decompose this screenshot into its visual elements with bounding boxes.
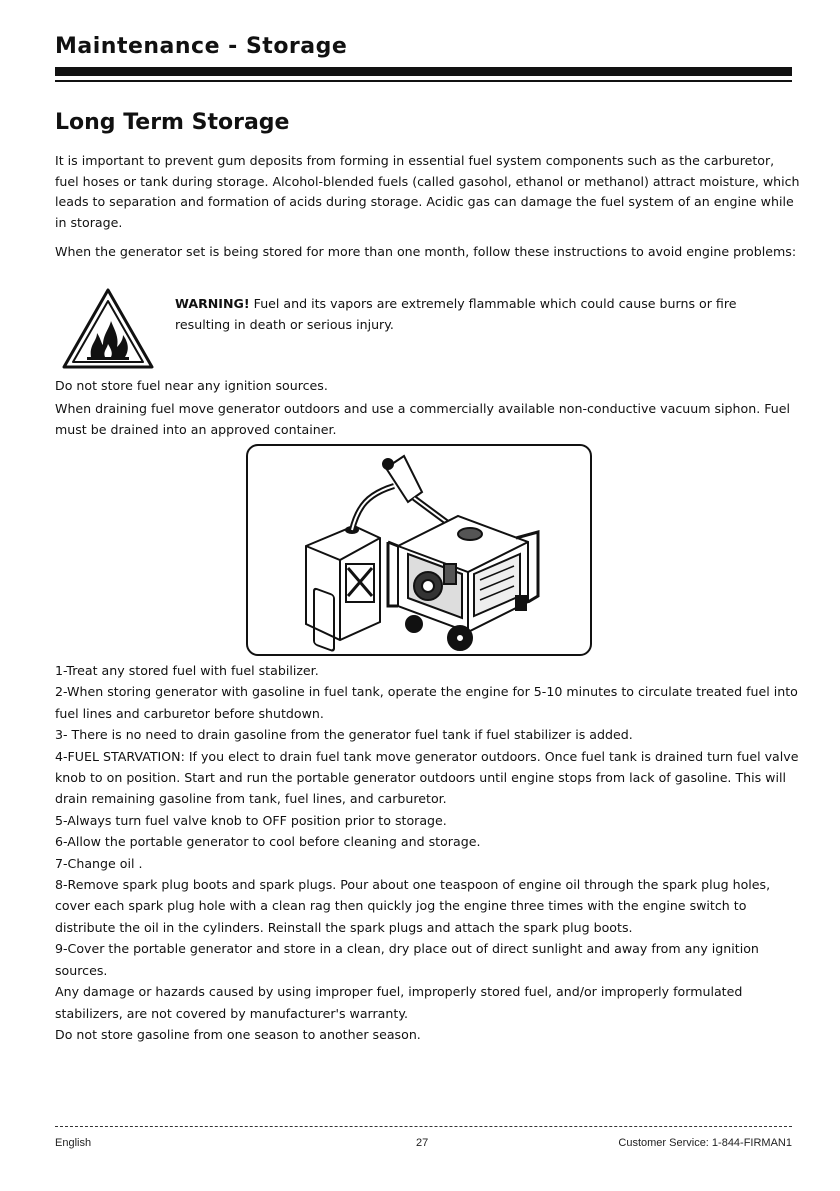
header-rule-thin: [55, 80, 792, 82]
section-title: Long Term Storage: [55, 110, 290, 135]
warning-text: Fuel and its vapors are extremely flammable which could cause burns or fire resulting in death or serious injury.: [175, 296, 737, 332]
draining-note: When draining fuel move generator outdoors and use a commercially available non-conductive vacuum siphon. Fuel must be drained into an approved container.: [55, 401, 790, 437]
list-item: 4-FUEL STARVATION: If you elect to drain fuel tank move generator outdoors. Once fuel tank is drained turn fuel valve knob to on position. Start and run the portable generator outdoors until engine stops from lack of gasoline. This will drain remaining gasoline from tank, fuel lines, and carburetor.: [55, 748, 799, 807]
list-item: 8-Remove spark plug boots and spark plugs. Pour about one teaspoon of engine oil through the spark plug holes, cover each spark plug hole with a clean rag then quickly jog the engine three times with the engine switch to distribute the oil in the cylinders. Reinstall the spark plugs and attach the spark plug boots.: [55, 877, 771, 935]
footer-rule: [55, 1126, 792, 1127]
siphon-illustration: [246, 444, 592, 656]
generator-icon: [388, 516, 538, 650]
footer-language: English: [55, 1137, 92, 1149]
header-rule-thick: [55, 67, 792, 76]
list-item: 7-Change oil .: [55, 855, 143, 871]
warning-block: [175, 293, 795, 335]
list-item: 9-Cover the portable generator and store in a clean, dry place out of direct sunlight and away from any ignition sources.: [55, 941, 759, 978]
fire-hazard-icon: [61, 287, 155, 371]
fuel-container-icon: [306, 526, 380, 651]
intro-paragraph: It is important to prevent gum deposits from forming in essential fuel system components such as the carburetor, fuel hoses or tank during storage. Alcohol-blended fuels (called gasohol, ethanol or methanol) attract moisture, which leads to separation and formation of acids during storage. Acidic gas can damage the fuel system of an engine while in storage.: [55, 153, 800, 230]
list-item: 1-Treat any stored fuel with fuel stabilizer.: [55, 663, 319, 678]
list-item: 6-Allow the portable generator to cool before cleaning and storage.: [55, 834, 481, 850]
list-item: 5-Always turn fuel valve knob to OFF position prior to storage.: [55, 812, 447, 828]
season-note: Do not store gasoline from one season to another season.: [55, 1026, 421, 1042]
ignition-note: Do not store fuel near any ignition sources.: [55, 378, 328, 393]
instructions-paragraph: When the generator set is being stored for more than one month, follow these instructions to avoid engine problems:: [55, 244, 797, 259]
footer-customer-service: Customer Service: 1-844-FIRMAN1: [618, 1137, 792, 1149]
warning-label: WARNING!: [175, 296, 250, 311]
warranty-note: Any damage or hazards caused by using improper fuel, improperly stored fuel, and/or improperly formulated stabilizers, are not covered by manufacturer's warranty.: [55, 984, 743, 1021]
storage-steps-list: [55, 660, 805, 1045]
page-header-title: Maintenance - Storage: [55, 34, 348, 59]
footer-page-number: 27: [416, 1137, 429, 1149]
list-item: 2-When storing generator with gasoline in fuel tank, operate the engine for 5-10 minutes to circulate treated fuel into fuel lines and carburetor before shutdown.: [55, 684, 798, 721]
list-item: 3- There is no need to drain gasoline from the generator fuel tank if fuel stabilizer is added.: [55, 727, 633, 743]
